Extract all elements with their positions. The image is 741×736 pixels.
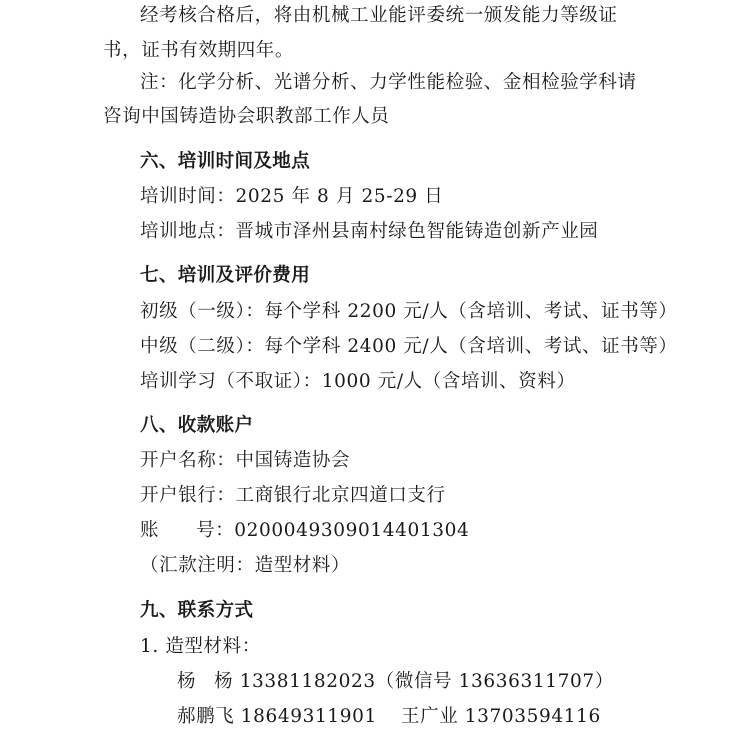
intro-line-2: 书，证书有效期四年。 xyxy=(103,40,295,61)
contact-yang-yang xyxy=(177,669,614,695)
remittance-remark: （汇款注明：造型材料） xyxy=(140,555,351,576)
contact-category: 1. 造型材料： xyxy=(140,636,261,657)
account-label-char-1: 账 xyxy=(140,520,160,541)
training-place: 培训地点：晋城市泽州县南村绿色智能铸造创新产业园 xyxy=(140,221,599,242)
account-number-value: 号：0200049309014401304 xyxy=(196,520,470,541)
training-time: 培训时间：2025 年 8 月 25-29 日 xyxy=(140,186,444,207)
section-6-heading: 六、培训时间及地点 xyxy=(140,151,311,172)
contact-name-char-1: 杨 xyxy=(177,671,197,692)
note-line-2: 咨询中国铸造协会职教部工作人员 xyxy=(103,106,390,127)
account-bank: 开户银行：工商银行北京四道口支行 xyxy=(140,485,446,506)
section-9-heading: 九、联系方式 xyxy=(140,600,254,621)
section-7-heading: 七、培训及评价费用 xyxy=(140,265,311,286)
contact-wang-guangye: 王广业 13703594116 xyxy=(401,706,601,727)
section-8-heading: 八、收款账户 xyxy=(140,415,254,436)
account-number xyxy=(140,518,469,544)
contact-hao-pengfei: 郝鹏飞 18649311901 xyxy=(177,706,377,727)
fee-primary: 初级（一级）：每个学科 2200 元/人（含培训、考试、证书等） xyxy=(140,301,678,322)
account-name: 开户名称：中国铸造协会 xyxy=(140,450,351,471)
intro-line-1: 经考核合格后，将由机械工业能评委统一颁发能力等级证 xyxy=(140,5,618,26)
note-line-1: 注：化学分析、光谱分析、力学性能检验、金相检验学科请 xyxy=(140,72,637,93)
fee-study-only: 培训学习（不取证）：1000 元/人（含培训、资料） xyxy=(140,371,576,392)
fee-intermediate: 中级（二级）：每个学科 2400 元/人（含培训、考试、证书等） xyxy=(140,336,678,357)
contact-yang-yang-detail: 杨 13381182023（微信号 13636311707） xyxy=(214,671,614,692)
